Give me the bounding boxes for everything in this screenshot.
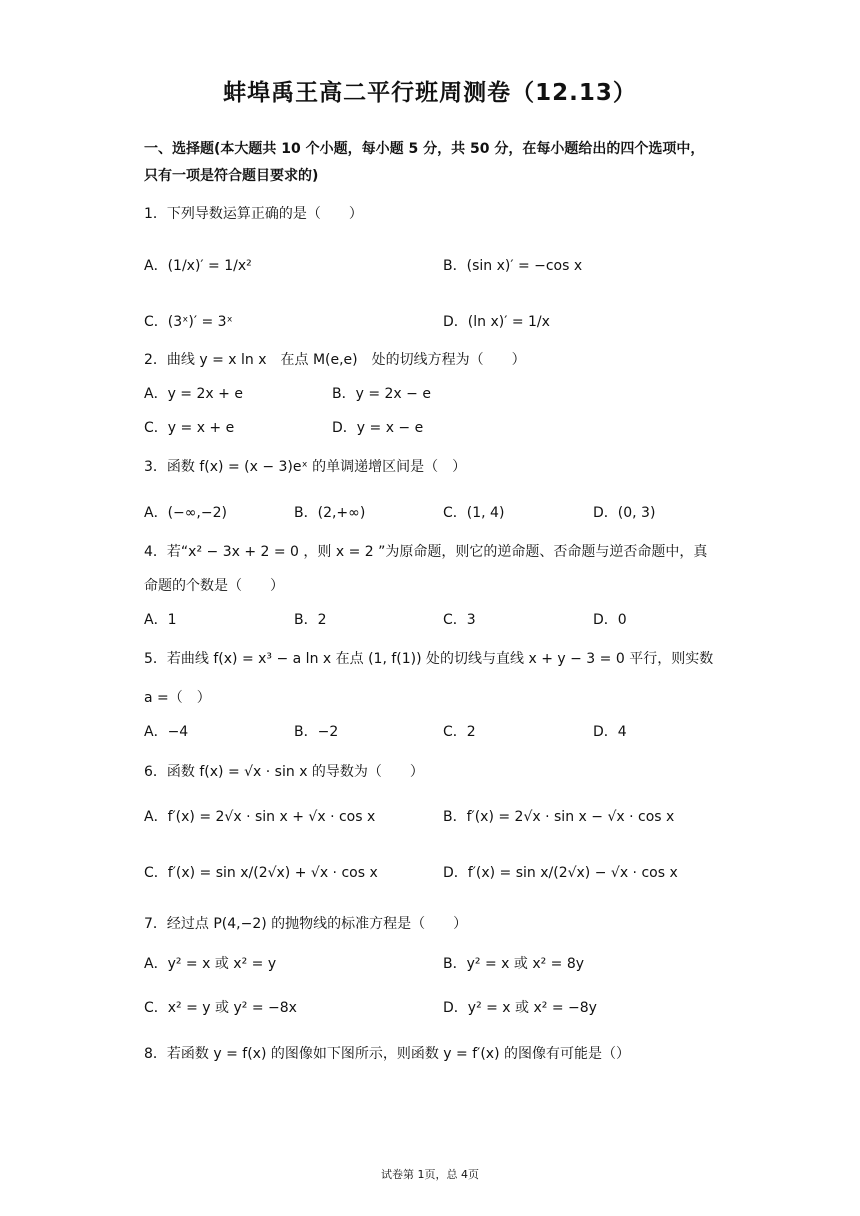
question-2-option-d: D．y = x − e — [332, 420, 424, 436]
question-4-stem-cont: 命题的个数是（ ） — [144, 578, 284, 594]
question-1-option-d: D．(ln x)′ = 1/x — [443, 314, 550, 330]
question-7-option-a: A．y² = x 或 x² = y — [144, 956, 277, 972]
question-4-option-d: D．0 — [593, 612, 627, 628]
question-4-option-a: A．1 — [144, 612, 177, 628]
question-1-option-a: A．(1/x)′ = 1/x² — [144, 258, 252, 274]
question-2-option-a: A．y = 2x + e — [144, 386, 243, 402]
question-6-option-a: A．f′(x) = 2√x · sin x + √x · cos x — [144, 809, 376, 825]
question-5-stem: 5．若曲线 f(x) = x³ − a ln x 在点 (1, f(1)) 处的切线与直线 x + y − 3 = 0 平行，则实数 — [144, 651, 714, 667]
question-7-option-c: C．x² = y 或 y² = −8x — [144, 1000, 297, 1016]
question-5-option-d: D．4 — [593, 724, 627, 740]
question-5-option-a: A．−4 — [144, 724, 189, 740]
question-6-stem: 6．函数 f(x) = √x · sin x 的导数为（ ） — [144, 764, 424, 780]
section-heading — [144, 136, 734, 190]
question-5-stem-cont: a =（ ） — [144, 690, 211, 706]
question-4-option-c: C．3 — [443, 612, 476, 628]
question-8-stem: 8．若函数 y = f(x) 的图像如下图所示，则函数 y = f′(x) 的图像有可能是（） — [144, 1046, 630, 1062]
question-2-option-b: B．y = 2x − e — [332, 386, 431, 402]
question-3-option-a: A．(−∞,−2) — [144, 505, 227, 521]
question-2-stem: 2．曲线 y = x ln x 在点 M(e,e) 处的切线方程为（ ） — [144, 352, 526, 368]
question-2-option-c: C．y = x + e — [144, 420, 235, 436]
question-3-option-b: B．(2,+∞) — [294, 505, 366, 521]
question-7-stem: 7．经过点 P(4,−2) 的抛物线的标准方程是（ ） — [144, 916, 468, 932]
question-1-option-c: C．(3ˣ)′ = 3ˣ — [144, 314, 233, 330]
page-title: 蚌埠禹王高二平行班周测卷（12.13） — [223, 80, 637, 106]
section-heading-line1: 一、选择题(本大题共 10 个小题，每小题 5 分，共 50 分，在每小题给出的四个选项中， — [144, 141, 705, 157]
question-5-option-c: C．2 — [443, 724, 476, 740]
question-3-stem: 3．函数 f(x) = (x − 3)eˣ 的单调递增区间是（ ） — [144, 459, 467, 475]
question-6-option-b: B．f′(x) = 2√x · sin x − √x · cos x — [443, 809, 675, 825]
section-heading-line2: 只有一项是符合题目要求的) — [144, 168, 319, 184]
question-1-stem: 1．下列导数运算正确的是（ ） — [144, 206, 363, 222]
question-4-stem: 4．若“x² − 3x + 2 = 0 ，则 x = 2 ”为原命题，则它的逆命题、否命题与逆否命题中，真 — [144, 544, 708, 560]
question-7-option-d: D．y² = x 或 x² = −8y — [443, 1000, 597, 1016]
question-5-option-b: B．−2 — [294, 724, 339, 740]
question-6-option-d: D．f′(x) = sin x/(2√x) − √x · cos x — [443, 865, 678, 881]
question-6-option-c: C．f′(x) = sin x/(2√x) + √x · cos x — [144, 865, 378, 881]
question-7-option-b: B．y² = x 或 x² = 8y — [443, 956, 585, 972]
question-1-option-b: B．(sin x)′ = −cos x — [443, 258, 583, 274]
question-3-option-d: D．(0, 3) — [593, 505, 656, 521]
page-footer: 试卷第 1页，总 4页 — [381, 1168, 479, 1181]
question-4-option-b: B．2 — [294, 612, 327, 628]
question-3-option-c: C．(1, 4) — [443, 505, 505, 521]
